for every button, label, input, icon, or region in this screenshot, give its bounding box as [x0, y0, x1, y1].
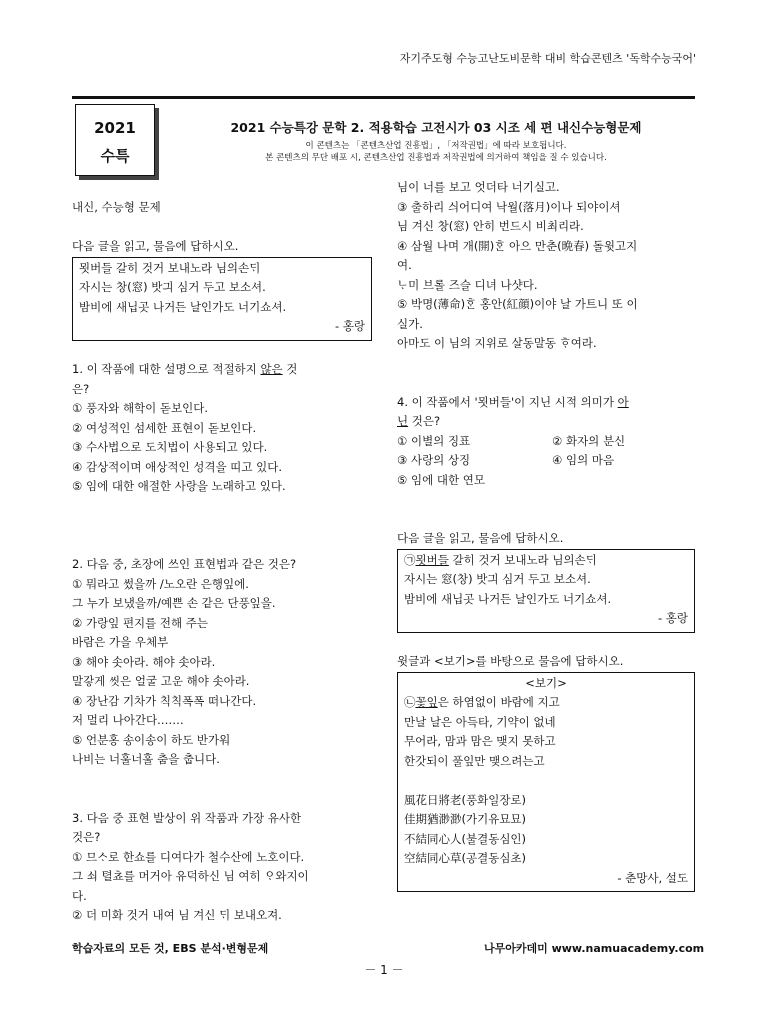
page-number: － 1 － [364, 963, 404, 977]
option: 다. [72, 888, 87, 903]
instruction: 윗글과 <보기>를 바탕으로 물음에 답하시오. [397, 654, 624, 668]
bogi-title: <보기> [525, 675, 567, 690]
poem-author: - 홍랑 [334, 319, 365, 333]
notice-line-2: 본 콘텐츠의 무단 배포 시, 콘텐츠산업 진흥법과 저작권법에 의거하여 책임을 질 수 있습니다. [265, 153, 607, 163]
emphasis: 닌 [397, 414, 409, 428]
left-column [72, 198, 372, 926]
top-header: 자기주도형 수능고난도비문학 대비 학습콘텐츠 '독학수능국어' [399, 52, 696, 65]
option: ① 뭐라고 썼을까 /노오란 은행잎에. [72, 576, 249, 591]
bogi-box [397, 672, 695, 893]
poem-line: 자시는 창(窓) 밧긔 심거 두고 보소셔. [79, 280, 266, 294]
bogi-hanja: 不結同心人(불결동심인) [404, 831, 527, 846]
emphasis: 꽃잎 [415, 695, 438, 709]
option-cont: 님 겨신 창(窓) 안히 번드시 비최리라. [397, 219, 584, 233]
header-rule [72, 96, 695, 99]
option: ⑤ 임에 대한 애절한 사랑을 노래하고 있다. [72, 479, 286, 493]
bogi-hanja: 空結同心草(공결동심초) [404, 851, 527, 865]
option: ② 가랑잎 편지를 전해 주는 [72, 615, 209, 630]
option: ① 므ᄉᆞ로 한쇼를 디여다가 철수산에 노호이다. [72, 849, 305, 864]
option-cont: 여. [397, 258, 412, 272]
question-4-cont: 닌 것은? [397, 414, 441, 428]
option: ③ 사랑의 상징 [397, 453, 471, 467]
footer-left: 학습자료의 모든 것, EBS 분석·변형문제 [72, 942, 269, 955]
doc-title: 2021 수능특강 문학 2. 적용학습 고전시가 03 시조 세 편 내신수능형문제 [230, 120, 642, 135]
notice-line-1: 이 콘텐츠는 「콘텐츠산업 진흥법」, 「저작권법」에 따라 보호됩니다. [305, 141, 567, 151]
bogi-line: ㉡꽃잎은 하염없이 바람에 지고 [404, 695, 560, 709]
option-cont: ᄂᆞ미 브롤 즈슬 디녀 나샷다. [397, 277, 538, 292]
option: ④ 삼월 나며 개(開)ᄒᆞᆫ 아으 만춘(晩春) 돌윗고지 [397, 238, 638, 253]
right-column [397, 178, 695, 892]
book-text: 수특 [100, 147, 130, 165]
question-1: 1. 이 작품에 대한 설명으로 적절하지 않은 것 [72, 362, 298, 376]
section-title: 내신, 수능형 문제 [72, 200, 161, 214]
option: ⑤ 박명(薄命)ᄒᆞᆫ 홍안(紅顔)이야 날 가트니 또 이 [397, 297, 638, 311]
option: 그 누가 보냈을까/예쁜 손 같은 단풍잎을. [72, 596, 276, 610]
option: ④ 감상적이며 애상적인 성격을 띠고 있다. [72, 459, 282, 474]
year-badge [75, 104, 155, 176]
footer-right: 나무아카데미 www.namuacademy.com [484, 942, 705, 955]
option-row [397, 432, 695, 452]
emphasis: 아 [617, 394, 629, 409]
instruction: 다음 글을 읽고, 물음에 답하시오. [397, 531, 564, 545]
bogi-hanja: 佳期猶渺渺(가기유묘묘) [404, 812, 527, 826]
poem-line: 묏버들 갈히 것거 보내노라 님의손ᄃᆡ [79, 260, 261, 275]
option-cont: 님이 너를 보고 엇더타 너기실고. [397, 180, 560, 194]
poem-box [72, 257, 372, 341]
bogi-line: 만날 날은 아득타, 기약이 없네 [404, 714, 556, 729]
question-1-cont: 은? [72, 381, 90, 396]
poem-box [397, 549, 695, 633]
option-row [397, 451, 695, 471]
poem-line: 자시는 窓(창) 밧긔 심거 두고 보소셔. [404, 572, 591, 586]
option: ③ 수사법으로 도치법이 사용되고 있다. [72, 440, 268, 454]
option: 그 쇠 텰쵸를 머거아 유덕하신 님 여히 ᄋᆞ와지이 [72, 869, 309, 883]
question-3: 3. 다음 중 표현 발상이 위 작품과 가장 유사한 [72, 810, 302, 825]
option: ① 이별의 징표 [397, 433, 471, 448]
bogi-hanja: 風花日將老(풍화일장로) [404, 792, 527, 807]
option: ④ 임의 마음 [552, 453, 615, 467]
option: ③ 출하리 싀어디여 낙월(落月)이나 되야이셔 [397, 199, 621, 214]
instruction: 다음 글을 읽고, 물음에 답하시오. [72, 239, 239, 253]
bogi-author: - 춘망사, 설도 [617, 870, 688, 885]
year-text: 2021 [94, 119, 136, 137]
option: ⑤ 언분홍 송이송이 하도 반가워 [72, 732, 231, 747]
question-2: 2. 다음 중, 초장에 쓰인 표현법과 같은 것은? [72, 557, 297, 571]
option: ① 풍자와 해학이 돋보인다. [72, 401, 209, 415]
emphasis: 묏버들 [415, 552, 449, 567]
poem-line: 밤비에 새닙곳 나거든 날인가도 너기쇼셔. [404, 591, 612, 606]
option: 말갛게 씻은 얼굴 고운 해야 솟아라. [72, 674, 250, 688]
bogi-line: 한갓되이 풀잎만 맺으려는고 [404, 753, 545, 768]
copyright-notice [176, 140, 696, 164]
option: ② 화자의 분신 [552, 433, 626, 448]
poem-line: ㉠묏버들 갈히 것거 보내노라 님의손ᄃᆡ [404, 552, 597, 567]
option: ④ 장난감 기차가 칙칙폭폭 떠나간다. [72, 693, 257, 708]
emphasis: 않은 [260, 362, 283, 376]
option: ② 여성적인 섬세한 표현이 돋보인다. [72, 420, 257, 435]
option-cont: 실가. [397, 316, 423, 331]
poem-line: 밤비에 새닙곳 나거든 날인가도 너기쇼셔. [79, 299, 287, 314]
option: 저 멀리 나아간다.…… [72, 713, 184, 727]
option: ③ 해야 솟아라. 해야 솟아라. [72, 654, 216, 669]
option-cont: 아마도 이 님의 지위로 살동말동 ᄒᆞ여라. [397, 336, 597, 350]
option: ② 더 미화 것거 내여 님 겨신 ᄃᆡ 보내오져. [72, 908, 282, 922]
bogi-line: 무어라, 맘과 맘은 맺지 못하고 [404, 734, 556, 748]
poem-author: - 홍랑 [657, 611, 688, 625]
option: 바람은 가을 우체부 [72, 635, 169, 649]
option: ⑤ 임에 대한 연모 [397, 472, 485, 487]
question-4: 4. 이 작품에서 '묏버들'이 지닌 시적 의미가 아 [397, 394, 629, 409]
option: 나비는 너훌너훌 춤을 춥니다. [72, 752, 220, 766]
question-3-cont: 것은? [72, 830, 101, 844]
